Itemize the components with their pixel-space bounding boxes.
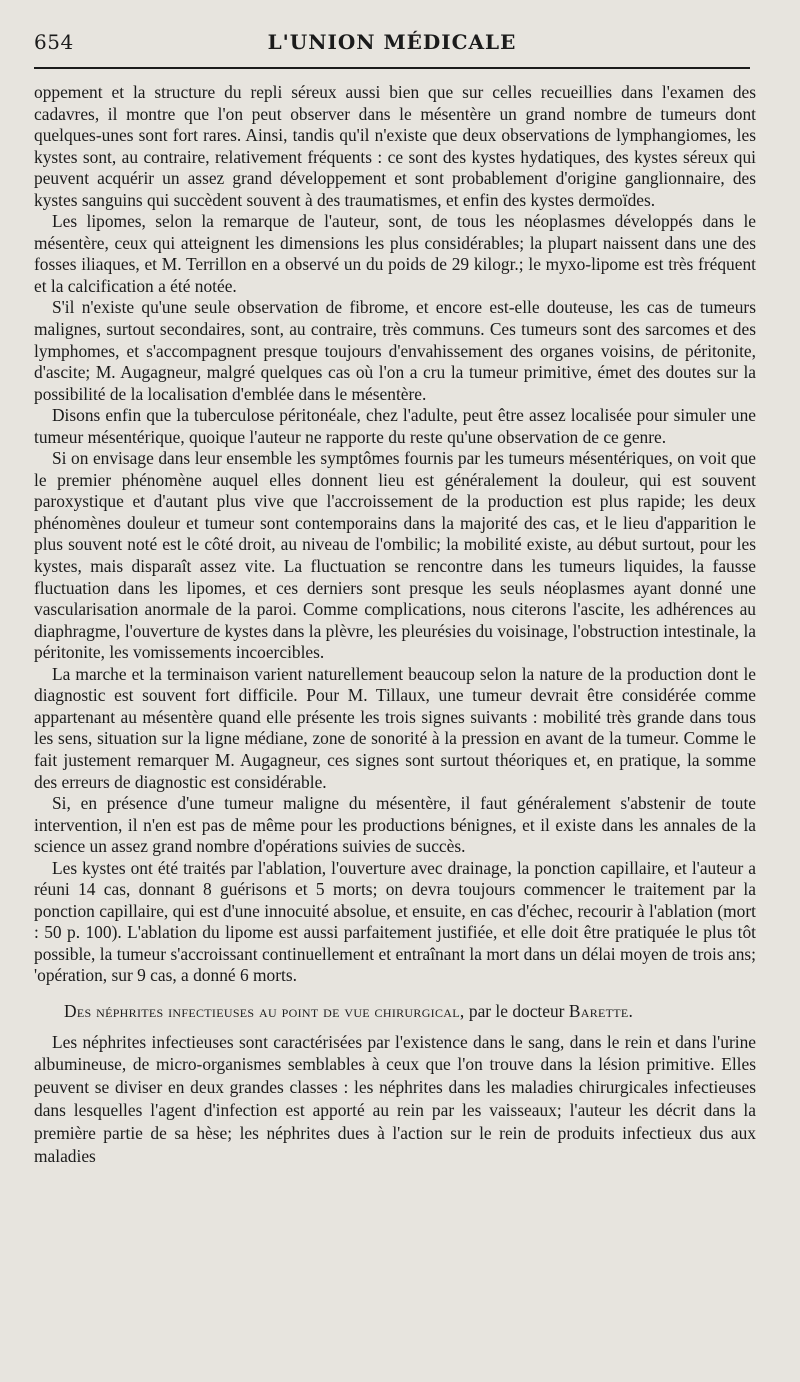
paragraph: La marche et la terminaison varient naturellement beaucoup selon la nature de la production dont le diagnostic est souvent fort difficile. Pour M. Tillaux, une tumeur devrait être considérée comme appartenant au mésentère quand elle présente les trois signes suivants : mobilité très grande dans tous les sens, situation sur la ligne médiane, zone de sonorité à la pression en avant de la tumeur. Comme le fait justement remarquer M. Augagneur, ces signes sont surtout théoriques et, en pratique, la somme des erreurs de diagnostic est considérable. [34,663,756,792]
header-rule [34,67,750,69]
section-heading [34,1001,756,1023]
journal-title: L'UNION MÉDICALE [267,30,517,54]
article-body [34,82,756,1167]
page-header [34,30,750,62]
paragraph: oppement et la structure du repli séreux aussi bien que sur celles recueillies dans l'examen des cadavres, il montre que l'on peut observer dans le mésentère un grand nombre de tumeurs dont quelques-unes sont fort rares. Ainsi, tandis qu'il n'existe que deux observations de lymphangiomes, les kystes sont, au contraire, relativement fréquents : ce sont des kystes hydatiques, des kystes séreux qui peuvent acquérir un assez grand développement et sont probablement d'origine ganglionnaire, des kystes sanguins qui succèdent souvent à des traumatismes, et enfin des kystes dermoïdes. [34,82,756,210]
paragraph: Si, en présence d'une tumeur maligne du mésentère, il faut généralement s'abstenir de toute intervention, il n'en est pas de même pour les productions bénignes, et il existe dans les annales de la science un assez grand nombre d'opérations suivies de succès. [34,793,756,857]
paragraph: Disons enfin que la tuberculose péritonéale, chez l'adulte, peut être assez localisée pour simuler une tumeur mésentérique, quoique l'auteur ne rapporte du reste qu'une observation de ce genre. [34,405,756,447]
paragraph: Les lipomes, selon la remarque de l'auteur, sont, de tous les néoplasmes développés dans le mésentère, ceux qui atteignent les dimensions les plus considérables; la plupart naissent dans une des fosses iliaques, et M. Terrillon en a observé un du poids de 29 kilogr.; le myxo-lipome est très fréquent et la calcification a été notée. [34,211,756,296]
section-title: Des néphrites infectieuses au point de vue chirurgical, [64,1000,465,1021]
paragraph: Si on envisage dans leur ensemble les symptômes fournis par les tumeurs mésentériques, on voit que le premier phénomène auquel elles donnent lieu est généralement la douleur, qui est souvent paroxystique et d'autant plus vive que l'accroissement de la production est plus rapide; les deux phénomènes douleur et tumeur sont contemporains dans la majorité des cas, et le lieu d'apparition le plus souvent noté est le côté droit, au niveau de l'ombilic; la mobilité existe, au début surtout, pour les kystes, mais disparaît assez vite. La fluctuation se rencontre dans les tumeurs liquides, la fausse fluctuation dans les lipomes, et ces derniers sont presque les seuls néoplasmes ayant donné une vascularisation anormale de la paroi. Comme complications, nous citerons l'ascite, les adhérences au diaphragme, l'ouverture de kystes dans la plèvre, les pleurésies du voisinage, l'obstruction intestinale, la péritonite, les vomissements incoercibles. [34,448,756,663]
section-paragraph: Les néphrites infectieuses sont caractérisées par l'existence dans le sang, dans le rein et dans l'urine albumineuse, de micro-organismes semblables à ceux que l'on trouve dans la lésion primitive. Elles peuvent se diviser en deux grandes classes : les néphrites dans les maladies chirurgicales infectieuses dans lesquelles l'agent d'infection est apporté au rein par les vaisseaux; l'auteur les décrit dans la première partie de sa hèse; les néphrites dues à l'action sur le rein de produits infectieux dus aux maladies [34,1031,756,1166]
section-author: Barette. [568,1000,634,1021]
paragraph: S'il n'existe qu'une seule observation de fibrome, et encore est-elle douteuse, les cas de tumeurs malignes, surtout secondaires, sont, au contraire, très communs. Ces tumeurs sont des sarcomes et des lymphomes, et s'accompagnent presque toujours d'envahissement des organes voisins, de péritonite, d'ascite; M. Augagneur, malgré quelques cas où l'on a cru la tumeur primitive, émet des doutes sur la possibilité de la localisation d'emblée dans le mésentère. [34,297,756,404]
page-number: 654 [34,30,74,54]
paragraph: Les kystes ont été traités par l'ablation, l'ouverture avec drainage, la ponction capillaire, et l'auteur a réuni 14 cas, donnant 8 guérisons et 5 morts; on devra toujours commencer le traitement par la ponction capillaire, qui est d'une innocuité absolue, et ensuite, en cas d'échec, recourir à l'ablation (mort : 50 p. 100). L'ablation du lipome est aussi parfaitement justifiée, et elle doit être pratiquée le plus tôt possible, la tumeur s'accroissant continuellement et entraînant la mort dans un délai moyen de trois ans; 'opération, sur 9 cas, a donné 6 morts. [34,857,756,986]
section-byline-prefix: par le docteur [468,1000,565,1021]
